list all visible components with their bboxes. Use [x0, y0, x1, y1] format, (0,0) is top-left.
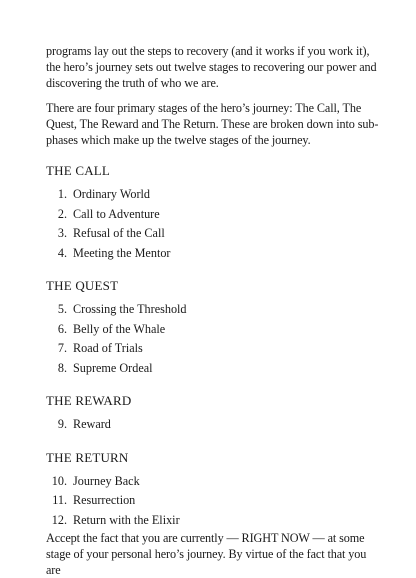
stage-list — [46, 472, 380, 531]
item-number: 7. — [57, 341, 67, 355]
item-number: 6. — [57, 321, 67, 336]
closing-paragraph: Accept the fact that you are currently — RIGHT NOW — at some stage of your personal hero’s journey. By virtue of the fact that you are — [46, 531, 367, 577]
item-number: 12. — [51, 512, 67, 527]
list-item — [46, 359, 380, 379]
list-item — [46, 244, 380, 264]
item-number: 5. — [57, 302, 67, 316]
section-the-call — [46, 162, 380, 263]
list-item — [46, 491, 380, 511]
item-label: Refusal of the Call — [73, 226, 165, 240]
item-label: Crossing the Threshold — [73, 302, 187, 316]
list-item — [46, 415, 380, 435]
item-number: 1. — [57, 187, 67, 201]
item-number: 2. — [57, 206, 67, 221]
section-the-quest — [46, 277, 380, 378]
item-number: 3. — [57, 226, 67, 240]
item-label: Meeting the Mentor — [73, 245, 171, 260]
item-number: 8. — [57, 360, 67, 375]
item-number: 11. — [52, 493, 67, 507]
list-item — [46, 224, 380, 244]
item-label: Call to Adventure — [73, 206, 160, 221]
item-label: Return with the Elixir — [73, 512, 180, 527]
section-heading: THE RETURN — [46, 449, 129, 465]
item-label: Belly of the Whale — [73, 321, 166, 336]
intro-paragraph-2: There are four primary stages of the hero’s journey: The Call, The Quest, The Reward and The Return. These are broken down into sub-phases which make up the twelve stages of the journey. — [46, 101, 379, 147]
list-item — [46, 511, 380, 531]
item-number: 9. — [57, 417, 67, 431]
intro-paragraph-1: programs lay out the steps to recovery (and it works if you work it), the hero’s journey sets out twelve stages to recovering our power and discovering the truth of who we are. — [46, 44, 377, 90]
section-heading: THE QUEST — [46, 278, 119, 293]
stage-list — [46, 300, 380, 378]
list-item — [46, 300, 380, 320]
item-label: Ordinary World — [73, 187, 150, 201]
item-label: Supreme Ordeal — [73, 360, 153, 375]
item-label: Resurrection — [73, 493, 136, 507]
list-item — [46, 472, 380, 492]
stage-list — [46, 415, 380, 435]
section-heading: THE CALL — [46, 163, 111, 178]
section-the-reward — [46, 392, 380, 435]
list-item — [46, 320, 380, 340]
section-the-return — [46, 449, 380, 531]
list-item — [46, 339, 380, 359]
item-number: 4. — [57, 245, 67, 260]
item-number: 10. — [51, 473, 67, 488]
item-label: Road of Trials — [73, 341, 143, 355]
section-heading: THE REWARD — [46, 393, 132, 408]
item-label: Journey Back — [73, 473, 140, 488]
item-label: Reward — [73, 417, 111, 431]
stage-list — [46, 185, 380, 263]
list-item — [46, 205, 380, 225]
list-item — [46, 185, 380, 205]
